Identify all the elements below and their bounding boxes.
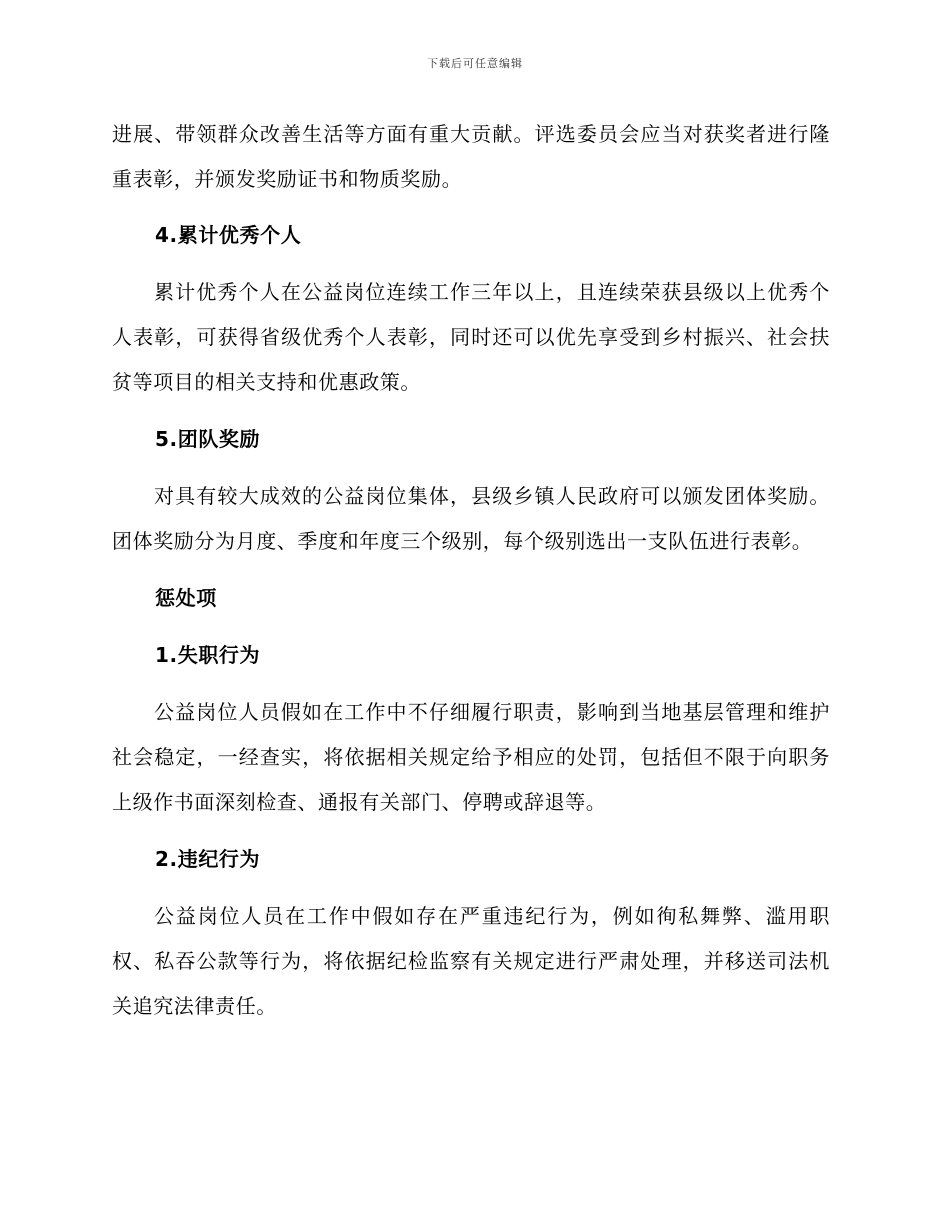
paragraph-dereliction: 公益岗位人员假如在工作中不仔细履行职责，影响到当地基层管理和维护社会稳定，一经查实，将依据相关规定给予相应的处罚，包括但不限于向职务上级作书面深刻检查、通报有关部门、停聘或辞退等。: [112, 700, 830, 814]
page-header: 下载后可任意编辑: [427, 57, 523, 70]
paragraph-cumulative-excellent-individual: 累计优秀个人在公益岗位连续工作三年以上，且连续荣获县级以上优秀个人表彰，可获得省级优秀个人表彰，同时还可以优先享受到乡村振兴、社会扶贫等项目的相关支持和优惠政策。: [112, 280, 830, 394]
document-body: [112, 112, 830, 1029]
heading-cumulative-excellent-individual: 4.累计优秀个人: [155, 223, 302, 247]
paragraph-team-award: 对具有较大成效的公益岗位集体，县级乡镇人民政府可以颁发团体奖励。团体奖励分为月度、季度和年度三个级别，每个级别选出一支队伍进行表彰。: [112, 484, 830, 553]
heading-discipline-violation: 2.违纪行为: [155, 847, 261, 871]
intro-continuation-paragraph: 进展、带领群众改善生活等方面有重大贡献。评选委员会应当对获奖者进行隆重表彰，并颁发奖励证书和物质奖励。: [112, 122, 830, 191]
heading-penalties: 惩处项: [155, 586, 217, 610]
paragraph-discipline-violation: 公益岗位人员在工作中假如存在严重违纪行为，例如徇私舞弊、滥用职权、私吞公款等行为，将依据纪检监察有关规定进行严肃处理，并移送司法机关追究法律责任。: [112, 904, 830, 1018]
heading-team-award: 5.团队奖励: [155, 427, 261, 451]
heading-dereliction: 1.失职行为: [155, 643, 261, 667]
